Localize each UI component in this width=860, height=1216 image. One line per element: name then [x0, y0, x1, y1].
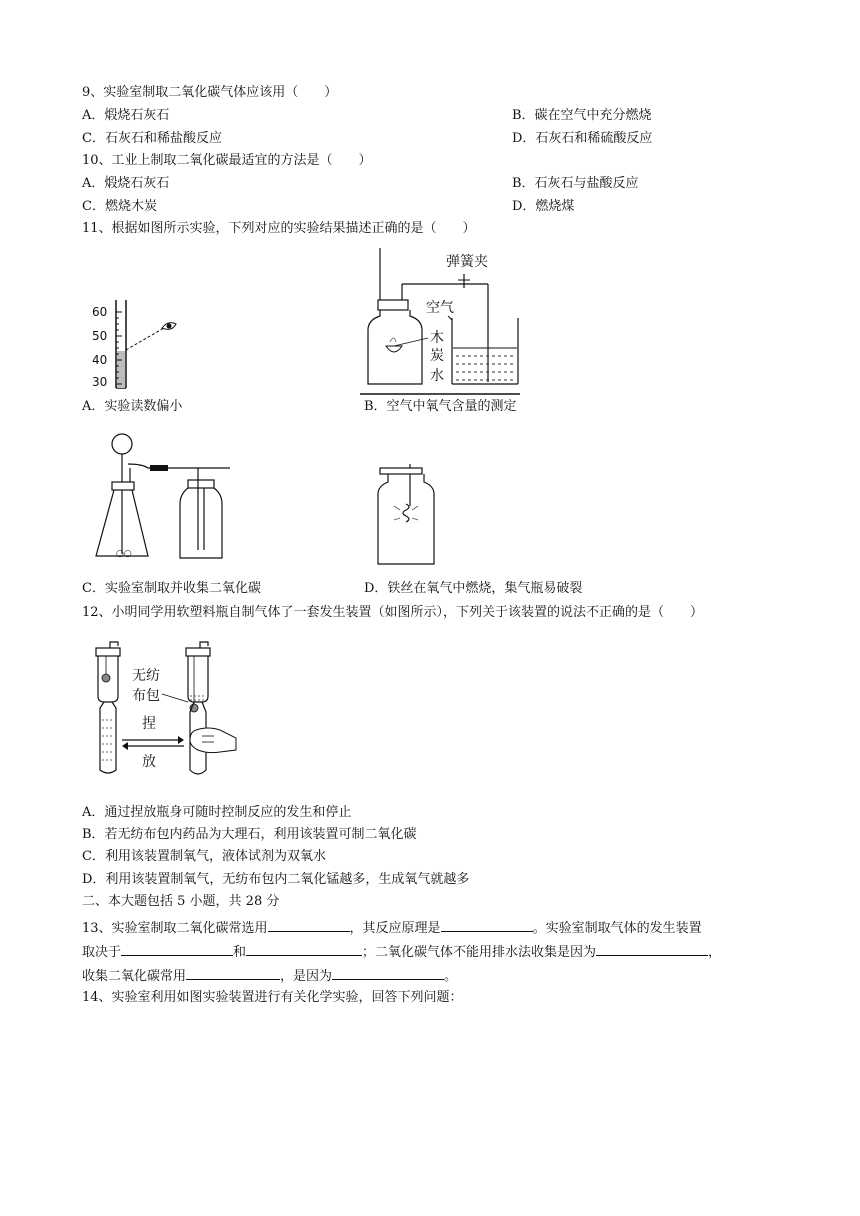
q13-text-8: 收集二氧化碳常用	[82, 969, 187, 984]
label-spring-clip: 弹簧夹	[446, 254, 488, 270]
label-charcoal-2: 炭	[430, 348, 444, 364]
label-air: 空气	[426, 300, 454, 316]
answer-blank-2[interactable]	[441, 917, 533, 932]
q13-line-3	[82, 965, 457, 986]
q10-option-c: C．燃烧木炭	[82, 199, 157, 214]
q14-stem: 14、实验室利用如图实验装置进行有关化学实验，回答下列问题：	[82, 990, 463, 1005]
eye-icon	[162, 323, 176, 330]
answer-blank-7[interactable]	[332, 965, 444, 980]
label-bag-1: 无纺	[132, 668, 160, 684]
label-squeeze: 捏	[142, 716, 156, 732]
figure-soft-bottle-apparatus	[84, 642, 244, 782]
q9-option-b: B．碳在空气中充分燃烧	[512, 108, 652, 123]
answer-blank-1[interactable]	[268, 917, 350, 932]
figure-graduated-cylinder	[84, 298, 194, 394]
q11-option-b: B．空气中氧气含量的测定	[364, 399, 517, 414]
figure-iron-wire-burning	[374, 464, 444, 569]
q12-option-c: C．利用该装置制氧气，液体试剂为双氧水	[82, 849, 326, 864]
q13-text-5: 和	[233, 945, 247, 960]
tick-label-40: 40	[92, 353, 108, 367]
q11-option-c: C．实验室制取并收集二氧化碳	[82, 581, 261, 596]
q13-text-1: 13、实验室制取二氧化碳常选用	[82, 921, 268, 936]
tick-label-50: 50	[92, 329, 108, 343]
q12-option-d: D．利用该装置制氧气，无纺布包内二氧化锰越多，生成氧气就越多	[82, 872, 470, 887]
q11-option-a: A．实验读数偏小	[82, 399, 183, 414]
label-release: 放	[142, 754, 156, 770]
q10-stem: 10、工业上制取二氧化碳最适宜的方法是（ ）	[82, 153, 372, 168]
q10-option-d: D．燃烧煤	[512, 199, 575, 214]
tick-label-60: 60	[92, 305, 108, 319]
spring-clip-icon	[458, 274, 470, 288]
q10-option-a: A．煅烧石灰石	[82, 176, 170, 191]
q13-text-6: ；二氧化碳气体不能用排水法收集是因为	[362, 945, 597, 960]
q13-text-7: ，	[708, 945, 722, 960]
q13-text-2: ，其反应原理是	[349, 921, 441, 936]
label-water: 水	[430, 368, 444, 384]
stones-icon: ○○	[116, 549, 132, 559]
q9-stem: 9、实验室制取二氧化碳气体应该用（ ）	[82, 85, 338, 100]
q13-text-4: 取决于	[82, 945, 122, 960]
q9-option-c: C．石灰石和稀盐酸反应	[82, 131, 222, 146]
figure-co2-apparatus	[92, 430, 242, 565]
label-charcoal-1: 木	[430, 330, 444, 346]
q9-option-a: A．煅烧石灰石	[82, 108, 170, 123]
q10-option-b: B．石灰石与盐酸反应	[512, 176, 639, 191]
q13-text-9: ，是因为	[280, 969, 333, 984]
q12-option-b: B．若无纺布包内药品为大理石，利用该装置可制二氧化碳	[82, 827, 417, 842]
q13-line-1	[82, 917, 702, 938]
q12-option-a: A．通过捏放瓶身可随时控制反应的发生和停止	[82, 805, 352, 820]
q11-option-d: D．铁丝在氧气中燃烧，集气瓶易破裂	[364, 581, 583, 596]
section-2-heading: 二、本大题包括 5 小题，共 28 分	[82, 894, 280, 909]
answer-blank-3[interactable]	[121, 941, 233, 956]
q9-option-d: D．石灰石和稀硫酸反应	[512, 131, 653, 146]
arrow-right-icon	[122, 736, 184, 744]
answer-blank-5[interactable]	[596, 941, 708, 956]
label-bag-2: 布包	[132, 688, 160, 704]
arrow-left-icon	[122, 742, 184, 750]
q13-line-2	[82, 941, 721, 962]
tick-label-30: 30	[92, 375, 108, 389]
answer-blank-6[interactable]	[186, 965, 280, 980]
q13-text-10: 。	[444, 969, 458, 984]
q11-stem: 11、根据如图所示实验，下列对应的实验结果描述正确的是（ ）	[82, 221, 476, 236]
q12-stem: 12、小明同学用软塑料瓶自制气体了一套发生装置（如图所示），下列关于该装置的说法不正确的是（ ）	[82, 605, 704, 620]
figure-oxygen-measurement	[360, 246, 530, 396]
answer-blank-4[interactable]	[246, 941, 362, 956]
q13-text-3: 。实验室制取气体的发生装置	[532, 921, 702, 936]
hand-icon	[190, 728, 236, 753]
separatory-funnel-icon	[112, 434, 132, 554]
burning-wire-icon	[394, 504, 418, 522]
